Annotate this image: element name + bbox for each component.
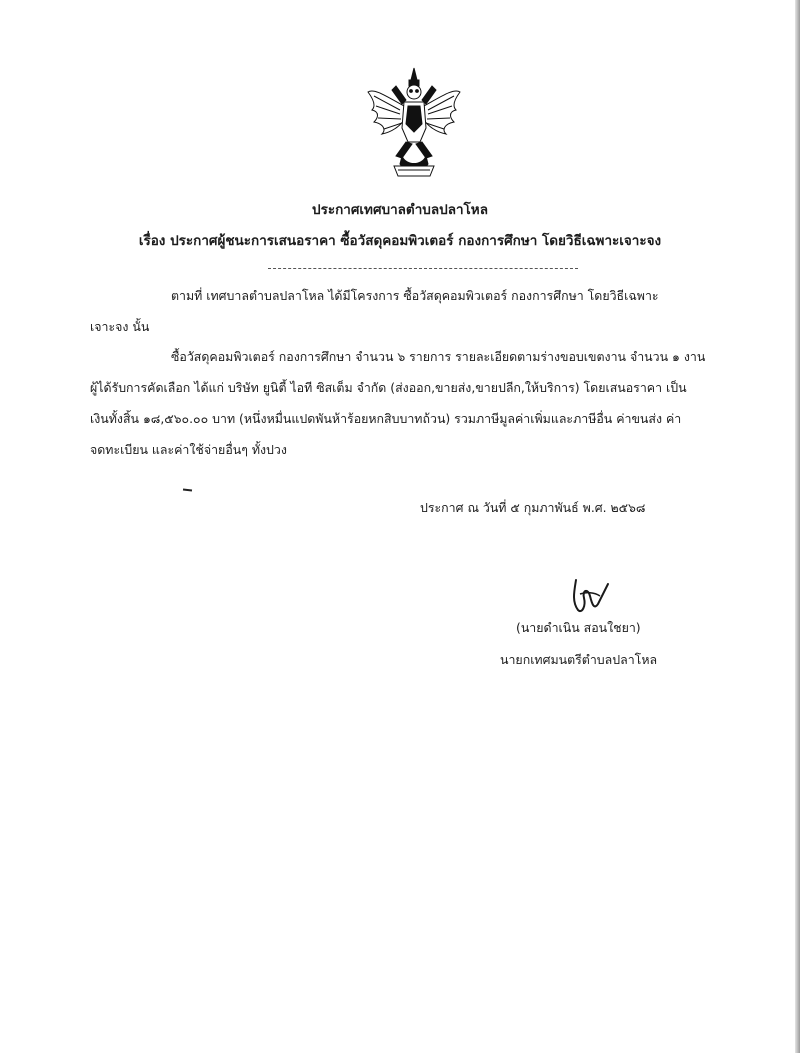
garuda-emblem-icon — [366, 66, 462, 178]
announcement-title: ประกาศเทศบาลตำบลปลาโหล — [312, 202, 488, 218]
paragraph-2-line-3: เงินทั้งสิ้น ๑๘,๕๖๐.๐๐ บาท (หนึ่งหมื่นแปดพันห้าร้อยหกสิบบาทถ้วน) รวมภาษีมูลค่าเพิ่มและภาษีอื่น ค่าขนส่ง ค่า — [90, 411, 682, 426]
signer-position: นายกเทศมนตรีตำบลปลาโหล — [500, 652, 658, 667]
paragraph-2-line-4: จดทะเบียน และค่าใช้จ่ายอื่นๆ ทั้งปวง — [90, 442, 287, 457]
divider — [268, 268, 578, 269]
paragraph-1-line-2: เจาะจง นั้น — [90, 319, 150, 334]
signer-name: (นายดำเนิน สอนใชยา) — [516, 620, 641, 635]
page-edge — [795, 0, 800, 1053]
paragraph-2-line-2: ผู้ได้รับการคัดเลือก ได้แก่ บริษัท ยูนิตี้ ไอที ซิสเต็ม จำกัด (ส่งออก,ขายส่ง,ขายปลีก,ให้บริการ) โดยเสนอราคา เป็น — [90, 380, 687, 395]
signature — [566, 576, 612, 616]
ink-mark — [183, 489, 192, 492]
announcement-date: ประกาศ ณ วันที่ ๕ กุมภาพันธ์ พ.ศ. ๒๕๖๘ — [420, 500, 646, 515]
paragraph-1-line-1: ตามที่ เทศบาลตำบลปลาโหล ได้มีโครงการ ซื้อวัสดุคอมพิวเตอร์ กองการศึกษา โดยวิธีเฉพาะ — [171, 288, 659, 303]
announcement-subject: เรื่อง ประกาศผู้ชนะการเสนอราคา ซื้อวัสดุคอมพิวเตอร์ กองการศึกษา โดยวิธีเฉพาะเจาะจง — [138, 233, 662, 249]
paragraph-2-line-1: ซื้อวัสดุคอมพิวเตอร์ กองการศึกษา จำนวน ๖ รายการ รายละเอียดตามร่างขอบเขตงาน จำนวน ๑ งาน — [171, 349, 706, 364]
